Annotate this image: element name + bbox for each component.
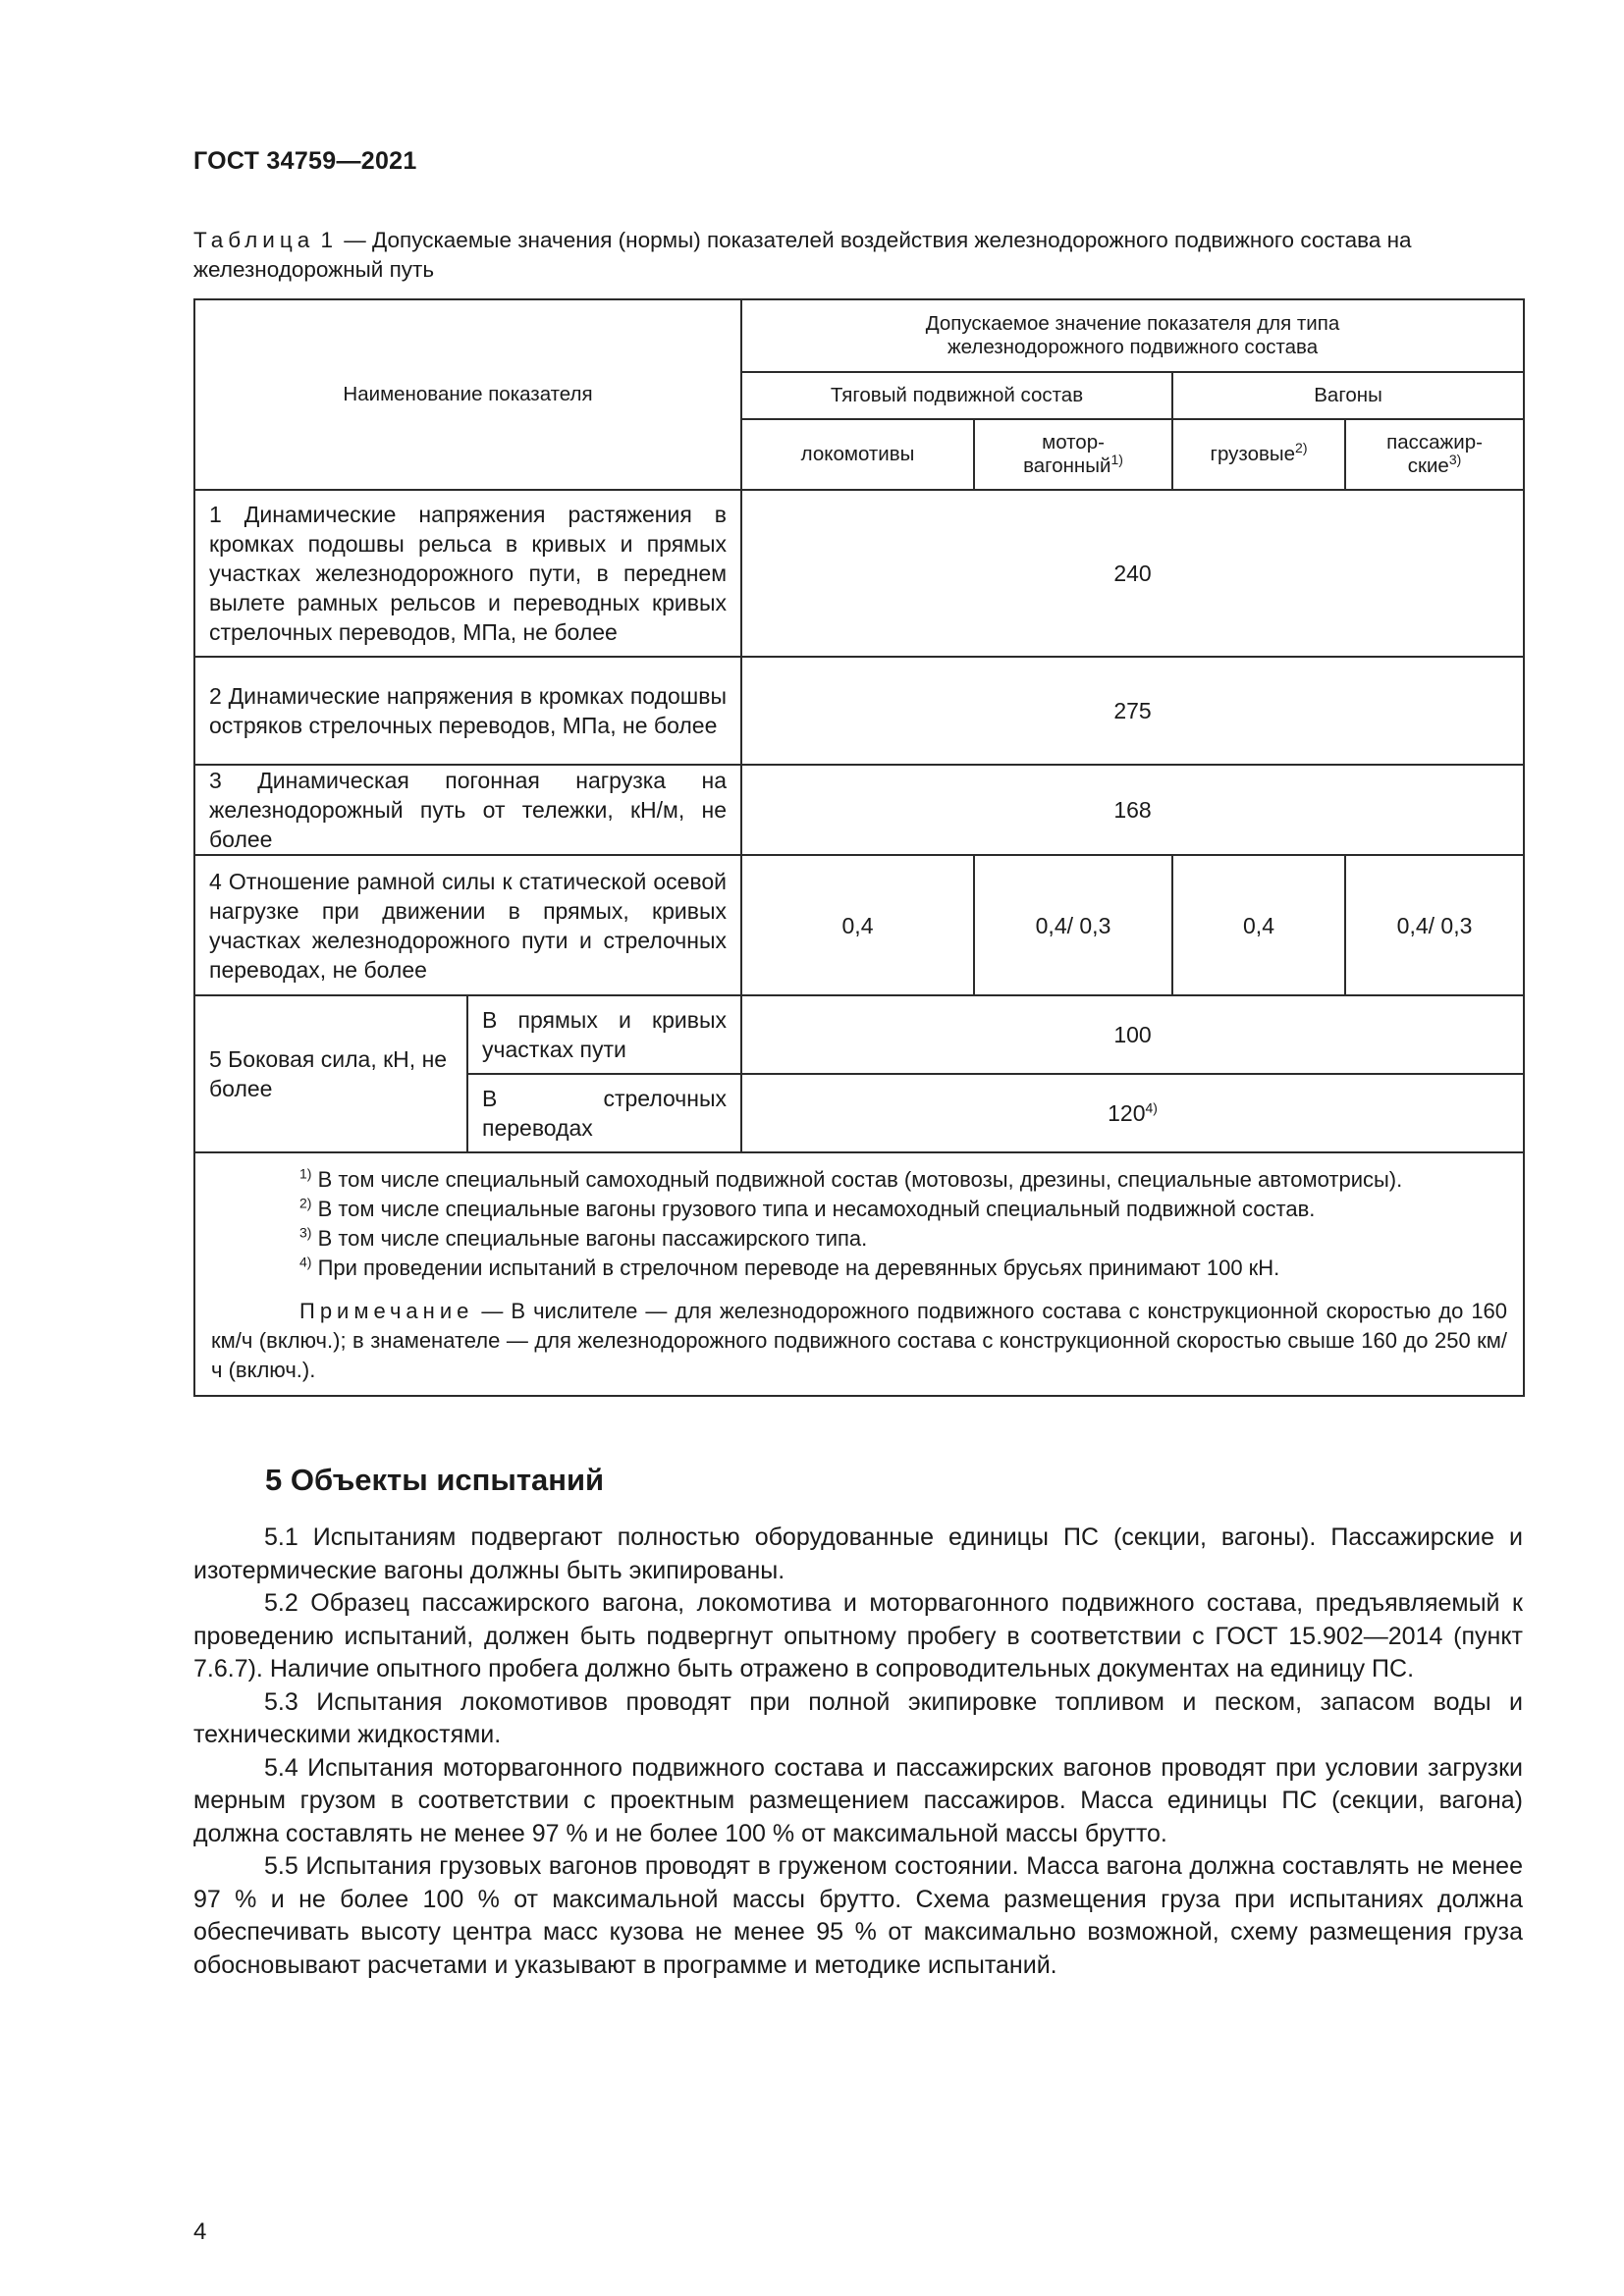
footnote xyxy=(211,1165,1507,1195)
row-4-locomotives: 0,4 xyxy=(741,855,974,995)
header-allowed-value xyxy=(741,299,1524,372)
row-4-name: 4 Отношение рамной силы к статической осевой нагрузке при движении в прямых, кривых участках железнодорожного пути и стрелочных переводах, не более xyxy=(194,855,741,995)
footnote-mark: 2) xyxy=(299,1195,312,1211)
header-motor-wagon-line2: вагонный xyxy=(1023,454,1111,477)
table-row xyxy=(194,765,1524,855)
row-4-motor-wagon: 0,4/ 0,3 xyxy=(974,855,1172,995)
footnote-text: В том числе специальные вагоны грузового типа и несамоходный специальный подвижной состав. xyxy=(311,1197,1316,1221)
header-passenger-line2: ские xyxy=(1407,454,1449,477)
header-freight xyxy=(1172,419,1345,490)
footnote-ref-4: 4) xyxy=(1145,1099,1158,1116)
footnote-mark: 4) xyxy=(299,1254,312,1270)
footnote-mark: 3) xyxy=(299,1224,312,1241)
header-traction-stock: Тяговый подвижной состав xyxy=(741,372,1172,419)
row-4-freight: 0,4 xyxy=(1172,855,1345,995)
footnote xyxy=(211,1195,1507,1224)
row-5-name: 5 Боковая сила, кН, не более xyxy=(194,995,467,1152)
paragraph-5-1: 5.1 Испытаниям подвергают полностью оборудованные единицы ПС (секции, вагоны). Пассажирские и изотермические вагоны должны быть экипированы. xyxy=(193,1523,1523,1584)
table-row xyxy=(194,995,1524,1074)
table-caption-text: — Допускаемые значения (нормы) показателей воздействия железнодорожного подвижного состава на железнодорожный путь xyxy=(193,228,1412,282)
table-row xyxy=(194,855,1524,995)
paragraph-5-5: 5.5 Испытания грузовых вагонов проводят в груженом состоянии. Масса вагона должна составлять не менее 97 % и не более 100 % от максимальной массы брутто. Схема размещения груза при испытаниях должна обеспечивать высоту центра масс кузова не менее 95 % от максимально возможной, схему размещения груза обосновывают расчетами и указывают в программе и методике испытаний. xyxy=(193,1852,1523,1979)
row-5a-value: 100 xyxy=(741,995,1524,1074)
footnote xyxy=(211,1254,1507,1283)
header-indicator-name: Наименование показателя xyxy=(194,299,741,490)
header-passenger-line1: пассажир- xyxy=(1386,431,1483,454)
page-number: 4 xyxy=(193,2218,207,2245)
footnote-ref-2: 2) xyxy=(1295,440,1308,456)
row-1-value: 240 xyxy=(741,490,1524,657)
header-freight-label: грузовые xyxy=(1210,443,1296,465)
footnote-ref-3: 3) xyxy=(1448,452,1462,468)
row-5b-subname: В стрелочных переводах xyxy=(467,1074,741,1152)
row-2-value: 275 xyxy=(741,657,1524,765)
table-row xyxy=(194,657,1524,765)
footnote xyxy=(211,1224,1507,1254)
row-2-name: 2 Динамические напряжения в кромках подошвы остряков стрелочных переводов, МПа, не более xyxy=(194,657,741,765)
header-motor-wagon xyxy=(974,419,1172,490)
paragraph-5-4: 5.4 Испытания моторвагонного подвижного состава и пассажирских вагонов проводят при условии загрузки мерным грузом в соответствии с проектным размещением пассажиров. Масса единицы ПС (секции, вагона) должна составлять не менее 97 % и не более 100 % от максимальной массы брутто. xyxy=(193,1753,1523,1847)
table-note-label: Примечание xyxy=(299,1299,474,1323)
paragraph-5-3: 5.3 Испытания локомотивов проводят при полной экипировке топливом и песком, запасом воды и техническими жидкостями. xyxy=(193,1687,1523,1748)
footnote-ref-1: 1) xyxy=(1110,452,1123,468)
row-4-passenger: 0,4/ 0,3 xyxy=(1345,855,1524,995)
header-allowed-value-line2: железнодорожного подвижного состава xyxy=(947,336,1319,358)
row-3-value: 168 xyxy=(741,765,1524,855)
header-passenger xyxy=(1345,419,1524,490)
row-3-name: 3 Динамическая погонная нагрузка на железнодорожный путь от тележки, кН/м, не более xyxy=(194,765,741,855)
row-1-name: 1 Динамические напряжения растяжения в кромках подошвы рельса в кривых и прямых участках железнодорожного пути, в переднем вылете рамных рельсов и переводных кривых стрелочных переводов, МПа, не более xyxy=(194,490,741,657)
table-notes-row xyxy=(194,1152,1524,1396)
row-5b-value xyxy=(741,1074,1524,1152)
footnote-text: При проведении испытаний в стрелочном переводе на деревянных брусьях принимают 100 кН. xyxy=(311,1255,1280,1280)
table-note xyxy=(211,1297,1507,1385)
header-motor-wagon-line1: мотор- xyxy=(1042,431,1105,454)
header-locomotives: локомотивы xyxy=(741,419,974,490)
norms-table xyxy=(193,298,1525,1397)
paragraph-5-2: 5.2 Образец пассажирского вагона, локомотива и моторвагонного подвижного состава, предъявляемый к проведению испытаний, должен быть подвергнут опытному пробегу в соответствии с ГОСТ 15.902—2014 (пункт 7.6.7). Наличие опытного пробега должно быть отражено в сопроводительных документах на единицу ПС. xyxy=(193,1589,1523,1682)
footnote-text: В том числе специальные вагоны пассажирского типа. xyxy=(311,1226,868,1251)
header-wagons: Вагоны xyxy=(1172,372,1524,419)
section-body xyxy=(193,1522,1523,1982)
header-allowed-value-line1: Допускаемое значение показателя для типа xyxy=(925,312,1340,335)
table-caption-label: Таблица xyxy=(193,228,315,252)
table-notes xyxy=(194,1152,1524,1396)
row-5a-subname: В прямых и кривых участках пути xyxy=(467,995,741,1074)
table-caption xyxy=(193,226,1519,285)
table-caption-number: 1 xyxy=(320,228,339,252)
footnote-text: В том числе специальный самоходный подвижной состав (мотовозы, дрезины, специальные автомотрисы). xyxy=(311,1167,1403,1192)
footnote-mark: 1) xyxy=(299,1165,312,1182)
document-header: ГОСТ 34759—2021 xyxy=(193,147,417,175)
table-row xyxy=(194,490,1524,657)
row-5b-value-number: 120 xyxy=(1108,1100,1146,1126)
table-note-text: — В числителе — для железнодорожного подвижного состава с конструкционной скоростью до 160 км/ч (включ.); в знаменателе — для железнодорожного подвижного состава с конструкционной скоростью свыше 160 до 250 км/ч (включ.). xyxy=(211,1299,1508,1382)
section-title: 5 Объекты испытаний xyxy=(265,1463,605,1497)
